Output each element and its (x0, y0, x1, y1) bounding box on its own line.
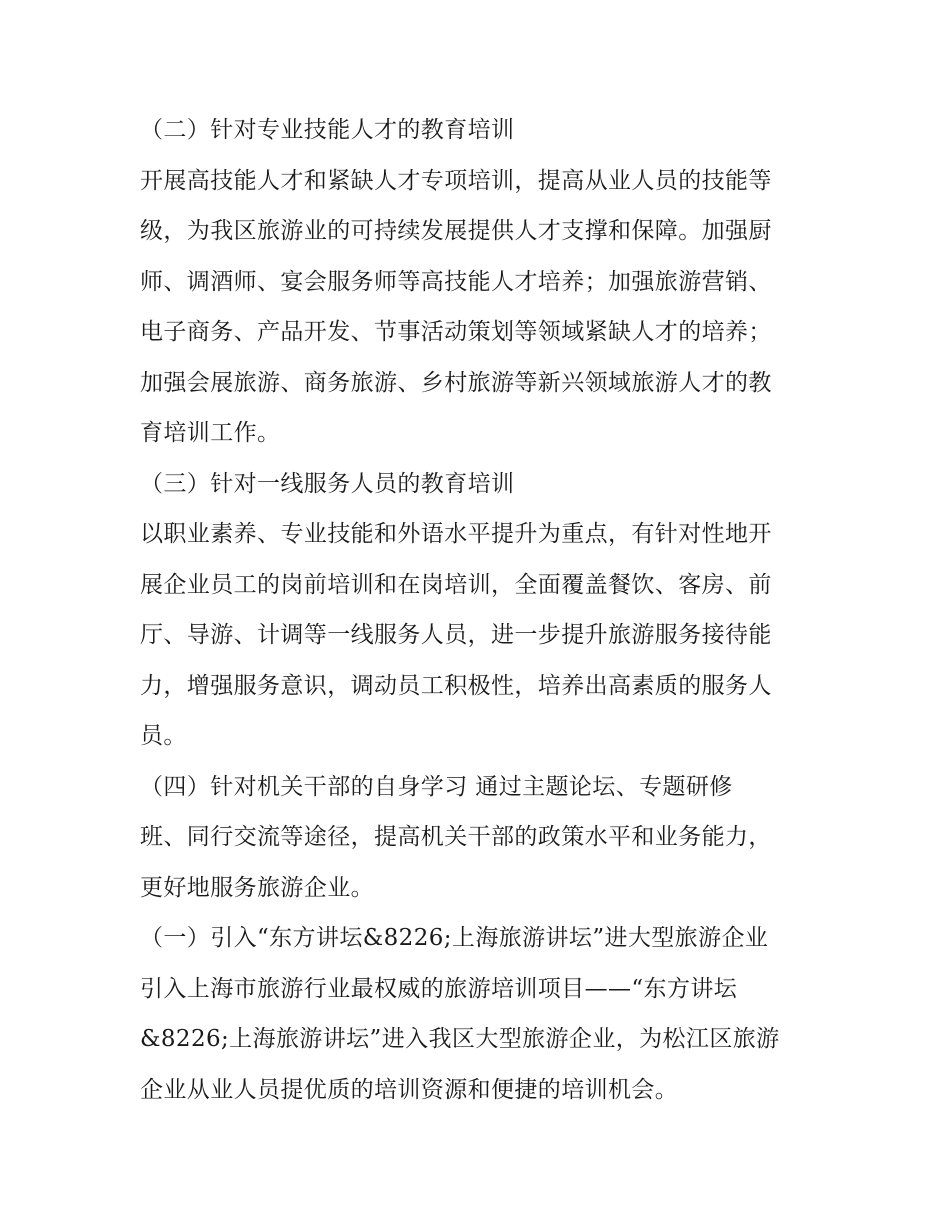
section-heading-1: （一）引入“东方讲坛&8226;上海旅游讲坛”进大型旅游企业 (140, 925, 769, 951)
paragraph-line: 加强会展旅游、商务旅游、乡村旅游等新兴领域旅游人才的教 (140, 370, 772, 396)
paragraph-line: 育培训工作。 (140, 420, 281, 446)
paragraph-line: 以职业素养、专业技能和外语水平提升为重点，有针对性地开 (140, 521, 772, 547)
section-heading-4: （四）针对机关干部的自身学习 通过主题论坛、专题研修 (140, 774, 733, 800)
paragraph-line: 展企业员工的岗前培训和在岗培训，全面覆盖餐饮、客房、前 (140, 572, 772, 598)
paragraph-line: 员。 (140, 723, 187, 749)
paragraph-line: 电子商务、产品开发、节事活动策划等领域紧缺人才的培养； (140, 319, 772, 345)
paragraph-line: 班、同行交流等途径，提高机关干部的政策水平和业务能力， (140, 824, 772, 850)
paragraph-line: 厅、导游、计调等一线服务人员，进一步提升旅游服务接待能 (140, 622, 772, 648)
paragraph-line: 引入上海市旅游行业最权威的旅游培训项目——“东方讲坛 (140, 976, 738, 1002)
paragraph-line: 力，增强服务意识，调动员工积极性，培养出高素质的服务人 (140, 673, 772, 699)
paragraph-line: 开展高技能人才和紧缺人才专项培训，提高从业人员的技能等 (140, 168, 772, 194)
section-heading-2: （二）针对专业技能人才的教育培训 (140, 117, 515, 143)
paragraph-line: &8226;上海旅游讲坛”进入我区大型旅游企业，为松江区旅游 (140, 1026, 780, 1052)
paragraph-line: 企业从业人员提优质的培训资源和便捷的培训机会。 (140, 1077, 679, 1103)
paragraph-line: 级，为我区旅游业的可持续发展提供人才支撑和保障。加强厨 (140, 218, 772, 244)
paragraph-line: 师、调酒师、宴会服务师等高技能人才培养；加强旅游营销、 (140, 269, 772, 295)
paragraph-line: 更好地服务旅游企业。 (140, 875, 374, 901)
section-heading-3: （三）针对一线服务人员的教育培训 (140, 471, 515, 497)
